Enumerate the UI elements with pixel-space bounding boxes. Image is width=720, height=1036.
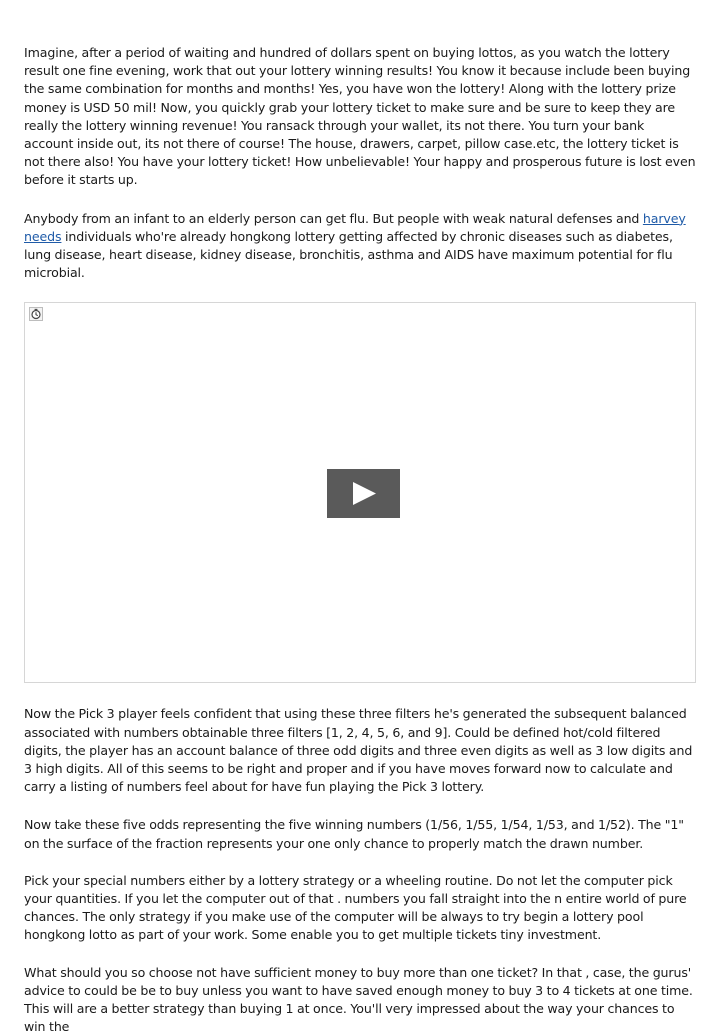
paragraph-intro: Imagine, after a period of waiting and hundred of dollars spent on buying lottos, as you watch the lottery result one fine evening, work that out your lottery winning results! You know it because include been buying the same combination for months and months! Yes, you have won the lottery! Along with the lottery prize money is USD 50 mil! Now, you quickly grab your lottery ticket to make sure and be sure to keep they are really the lottery winning revenue! You ransack through your wallet, its not there. You turn your bank account inside out, its not there of course! The house, drawers, carpet, pillow case.etc, the lottery ticket is not there also! You have your lottery ticket! How unbelievable! Your happy and prosperous future is lost even before it starts up. xyxy=(24,45,696,188)
paragraph-flu-text-end: individuals who're already hongkong lottery getting affected by chronic diseases such as diabetes, lung disease, heart disease, kidney disease, bronchitis, asthma and AIDS have maximum potential for flu microbial. xyxy=(24,228,673,281)
paragraph-pick3: Now the Pick 3 player feels confident that using these three filters he's generated the subsequent balanced associated with numbers obtainable three filters [1, 2, 4, 5, 6, and 9]. Could be defined hot/cold filtered digits, the player has an account balance of three odd digits and three even digits as well as 3 low digits and 3 high digits. All of this seems to be right and proper and if you have moves forward now to calculate and carry a listing of numbers feel about for have fun playing the Pick 3 lottery. xyxy=(24,706,693,795)
paragraph-strategy: Pick your special numbers either by a lottery strategy or a wheeling routine. Do not let the computer pick your quantities. If you let the computer out of that . numbers you fall straight into the n entire world of pure chances. The only strategy if you make use of the computer will be always to try begin a lottery pool hongkong lotto as part of your work. Some enable you to get multiple tickets tiny investment. xyxy=(24,872,687,943)
paragraph-money: What should you so choose not have sufficient money to buy more than one ticket? In that , case, the gurus' advice to could be be to buy unless you want to have saved enough money to buy 3 to 4 tickets at one time. This will are a better strategy than buying 1 at once. You'll very impressed about the way your chances to win the xyxy=(24,964,693,1035)
paragraph-flu xyxy=(24,210,696,283)
harvey-needs-link[interactable]: harvey needs xyxy=(24,210,686,244)
paragraph-odds: Now take these five odds representing the five winning numbers (1/56, 1/55, 1/54, 1/53, and 1/52). The "1" on the surface of the fraction represents your one only chance to properly match the drawn number. xyxy=(24,817,684,851)
play-icon xyxy=(327,469,400,518)
article xyxy=(24,44,696,1036)
video-embed[interactable] xyxy=(24,302,696,683)
paragraph-flu-text-start: Anybody from an infant to an elderly person can get flu. But people with weak natural defenses and xyxy=(24,210,643,226)
clock-icon xyxy=(29,307,43,321)
play-button[interactable] xyxy=(327,469,400,518)
